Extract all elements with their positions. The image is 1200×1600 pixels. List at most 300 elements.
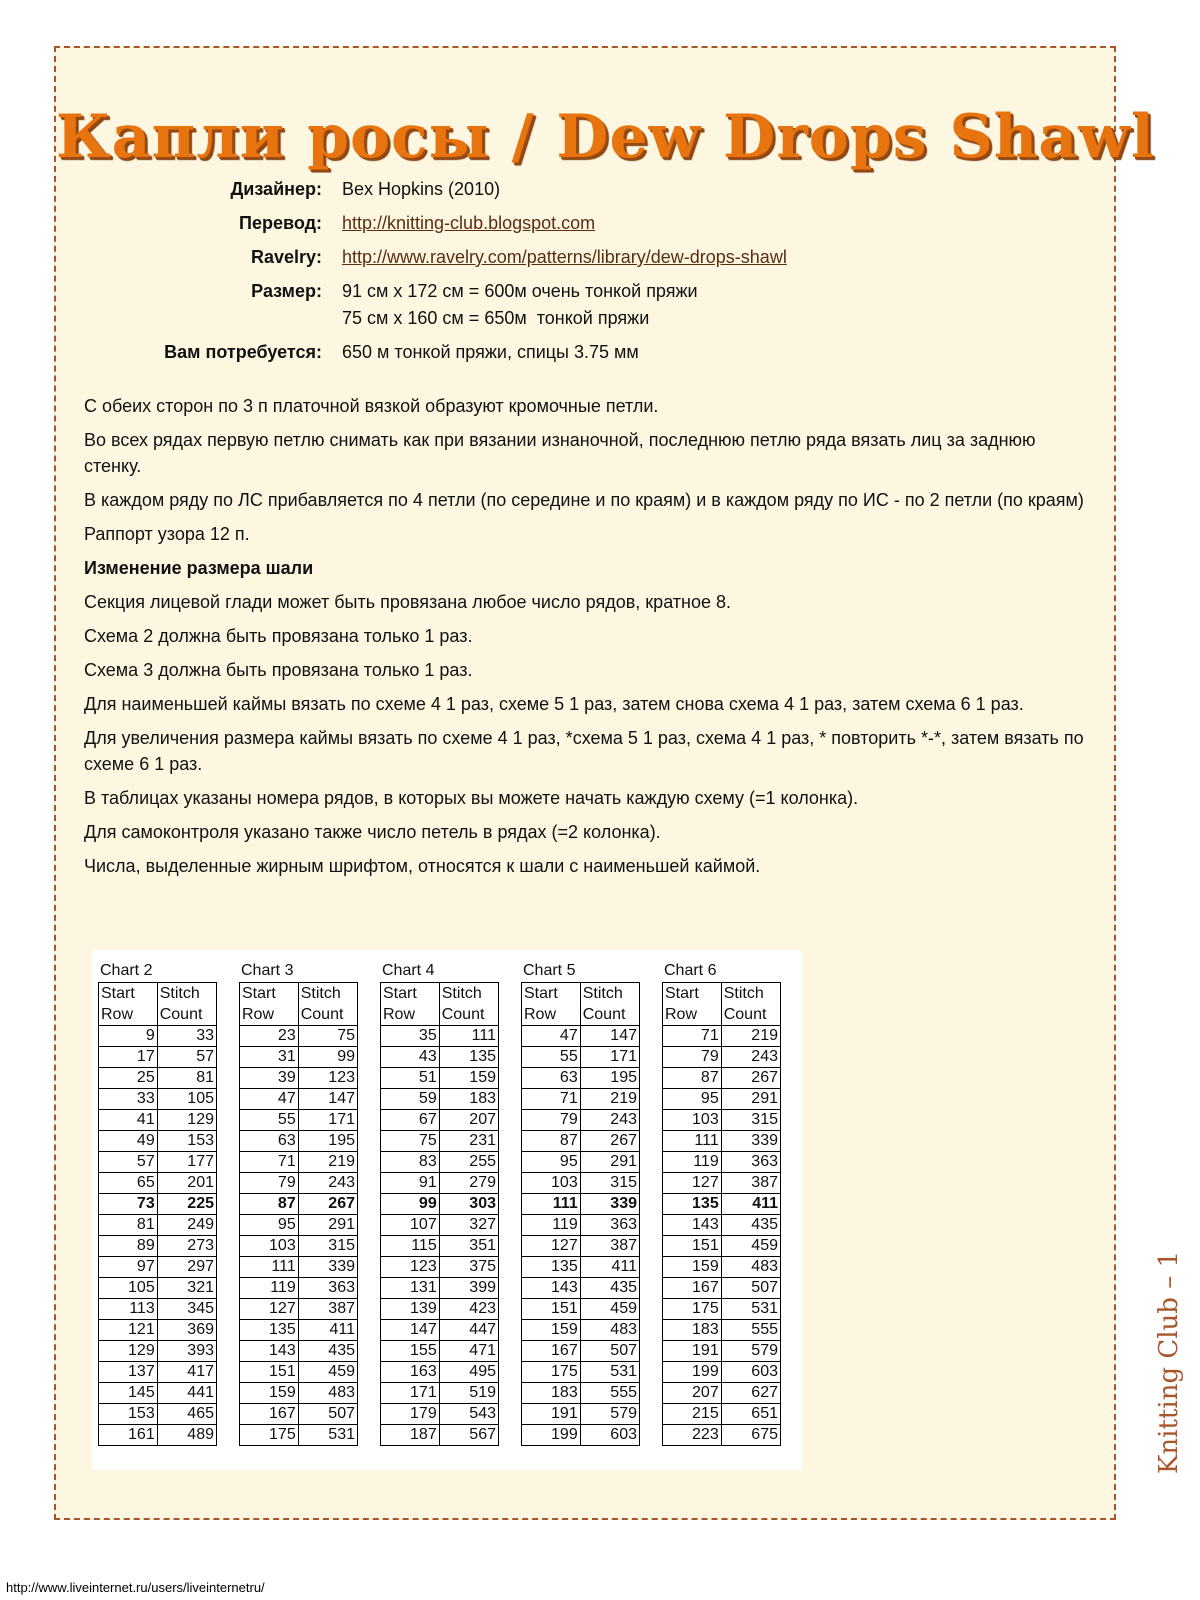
start-row-cell: 9 (99, 1026, 158, 1047)
start-row-cell: 107 (381, 1215, 440, 1236)
start-row-cell: 103 (522, 1173, 581, 1194)
size-line-2: 75 см х 160 см = 650м тонкой пряжи (342, 308, 650, 328)
chart-title: Chart 6 (664, 962, 717, 979)
stitch-count-cell: 363 (298, 1278, 357, 1299)
stitch-count-cell: 363 (721, 1152, 780, 1173)
start-row-cell: 95 (522, 1152, 581, 1173)
stitch-count-cell: 507 (580, 1341, 639, 1362)
start-row-cell: 183 (522, 1383, 581, 1404)
table-row (522, 1341, 640, 1362)
stitch-count-cell: 531 (721, 1299, 780, 1320)
start-row-cell: 167 (663, 1278, 722, 1299)
stitch-count-cell: 177 (157, 1152, 216, 1173)
stitch-count-cell: 441 (157, 1383, 216, 1404)
header-line: Count (159, 1006, 203, 1023)
rows-table (521, 982, 640, 1446)
start-row-cell: 91 (381, 1173, 440, 1194)
header-line: Row (242, 1006, 275, 1023)
table-row (522, 1362, 640, 1383)
stitch-count-cell: 651 (721, 1404, 780, 1425)
table-row (99, 1299, 217, 1320)
table-row (381, 1320, 499, 1341)
start-row-cell: 59 (381, 1089, 440, 1110)
start-row-cell: 135 (663, 1194, 722, 1215)
stitch-count-cell: 195 (580, 1068, 639, 1089)
header-line: Count (723, 1006, 767, 1023)
stitch-count-cell: 339 (721, 1131, 780, 1152)
start-row-header (240, 983, 299, 1026)
size-label: Размер: (251, 281, 322, 301)
stitch-count-cell: 183 (439, 1089, 498, 1110)
table-row (381, 1068, 499, 1089)
stitch-count-cell: 135 (439, 1047, 498, 1068)
table-row (99, 1215, 217, 1236)
page-frame (54, 46, 1155, 1520)
start-row-cell: 47 (240, 1089, 299, 1110)
table-row (381, 1257, 499, 1278)
translation-row (92, 210, 1052, 237)
start-row-cell: 159 (663, 1257, 722, 1278)
start-row-cell: 207 (663, 1383, 722, 1404)
stitch-count-cell: 231 (439, 1131, 498, 1152)
start-row-cell: 175 (522, 1362, 581, 1383)
start-row-cell: 111 (663, 1131, 722, 1152)
source-url[interactable]: http://www.liveinternet.ru/users/liveinternetru/ (6, 1580, 265, 1595)
stitch-count-cell: 471 (439, 1341, 498, 1362)
table-row (381, 1131, 499, 1152)
table-row (663, 1362, 781, 1383)
chart-title: Chart 5 (523, 962, 576, 979)
ravelry-row (92, 244, 1052, 271)
stitch-count-cell: 375 (439, 1257, 498, 1278)
table-row (99, 1425, 217, 1446)
materials-label: Вам потребуется: (164, 342, 322, 362)
stitch-count-cell: 243 (580, 1110, 639, 1131)
start-row-cell: 103 (663, 1110, 722, 1131)
table-row (240, 1215, 358, 1236)
start-row-cell: 159 (240, 1383, 299, 1404)
table-row (522, 1026, 640, 1047)
table-row (522, 1257, 640, 1278)
start-row-cell: 223 (663, 1425, 722, 1446)
stitch-count-cell: 207 (439, 1110, 498, 1131)
stitch-count-cell: 543 (439, 1404, 498, 1425)
stitch-count-cell: 345 (157, 1299, 216, 1320)
start-row-cell: 143 (240, 1341, 299, 1362)
table-row (663, 1047, 781, 1068)
stitch-count-cell: 315 (721, 1110, 780, 1131)
stitch-count-cell: 279 (439, 1173, 498, 1194)
paragraph: Схема 2 должна быть провязана только 1 раз. (84, 626, 473, 646)
stitch-count-cell: 531 (298, 1425, 357, 1446)
stitch-count-cell: 33 (157, 1026, 216, 1047)
table-row (522, 1278, 640, 1299)
start-row-cell: 65 (99, 1173, 158, 1194)
header-line: Stitch (582, 985, 623, 1002)
table-row (99, 1089, 217, 1110)
start-row-cell: 63 (522, 1068, 581, 1089)
start-row-cell: 151 (663, 1236, 722, 1257)
table-row (663, 1152, 781, 1173)
chart-tables (92, 950, 802, 1470)
stitch-count-cell: 291 (580, 1152, 639, 1173)
start-row-cell: 79 (663, 1047, 722, 1068)
stitch-count-cell: 171 (298, 1110, 357, 1131)
start-row-cell: 81 (99, 1215, 158, 1236)
stitch-count-cell: 531 (580, 1362, 639, 1383)
table-row (522, 1152, 640, 1173)
start-row-cell: 33 (99, 1089, 158, 1110)
start-row-cell: 89 (99, 1236, 158, 1257)
size-row (92, 278, 1052, 332)
stitch-count-cell: 483 (580, 1320, 639, 1341)
stitch-count-cell: 363 (580, 1215, 639, 1236)
stitch-count-cell: 249 (157, 1215, 216, 1236)
start-row-cell: 105 (99, 1278, 158, 1299)
stitch-count-header (298, 983, 357, 1026)
start-row-cell: 155 (381, 1341, 440, 1362)
ravelry-link[interactable]: http://www.ravelry.com/patterns/library/dew-drops-shawl (342, 247, 787, 267)
stitch-count-cell: 75 (298, 1026, 357, 1047)
stitch-count-cell: 171 (580, 1047, 639, 1068)
table-row (99, 1194, 217, 1215)
stitch-count-cell: 387 (580, 1236, 639, 1257)
start-row-cell: 95 (663, 1089, 722, 1110)
brand-footer: Knitting Club – 1 (1154, 1250, 1184, 1474)
start-row-cell: 47 (522, 1026, 581, 1047)
stitch-count-cell: 147 (580, 1026, 639, 1047)
start-row-header (522, 983, 581, 1026)
start-row-cell: 49 (99, 1131, 158, 1152)
stitch-count-cell: 351 (439, 1236, 498, 1257)
paragraph: В каждом ряду по ЛС прибавляется по 4 петли (по середине и по краям) и в каждом ряду по ИС - по 2 петли (по краям) (84, 490, 1084, 510)
start-row-cell: 35 (381, 1026, 440, 1047)
table-row (522, 1320, 640, 1341)
header-line: Row (665, 1006, 698, 1023)
size-line-1: 91 см х 172 см = 600м очень тонкой пряжи (342, 281, 698, 301)
start-row-cell: 127 (522, 1236, 581, 1257)
header-line: Start (524, 985, 558, 1002)
start-row-cell: 135 (240, 1320, 299, 1341)
paragraph: Для увеличения размера каймы вязать по схеме 4 1 раз, *схема 5 1 раз, схема 4 1 раз, * повторить *-*, затем вязать по схеме 6 1 раз. (84, 728, 1084, 774)
stitch-count-cell: 417 (157, 1362, 216, 1383)
table-row (663, 1089, 781, 1110)
start-row-cell: 51 (381, 1068, 440, 1089)
paragraph: Числа, выделенные жирным шрифтом, относятся к шали с наименьшей каймой. (84, 856, 761, 876)
rows-table (98, 982, 217, 1446)
table-row (99, 1236, 217, 1257)
table-row (381, 1047, 499, 1068)
header-line: Row (524, 1006, 557, 1023)
table-row (240, 1068, 358, 1089)
table-row (381, 1425, 499, 1446)
table-row (522, 1194, 640, 1215)
stitch-count-cell: 489 (157, 1425, 216, 1446)
table-row (381, 1278, 499, 1299)
paragraph: Во всех рядах первую петлю снимать как при вязании изнаночной, последнюю петлю ряда вязать лиц за заднюю стенку. (84, 430, 1036, 476)
header-line: Stitch (723, 985, 764, 1002)
start-row-cell: 119 (240, 1278, 299, 1299)
table-row (522, 1383, 640, 1404)
start-row-cell: 75 (381, 1131, 440, 1152)
table-row (663, 1425, 781, 1446)
start-row-cell: 199 (522, 1425, 581, 1446)
header-line: Stitch (300, 985, 341, 1002)
table-row (381, 1236, 499, 1257)
stitch-count-cell: 195 (298, 1131, 357, 1152)
start-row-header (663, 983, 722, 1026)
table-row (522, 1215, 640, 1236)
ravelry-label: Ravelry: (250, 247, 322, 267)
table-row (240, 1278, 358, 1299)
table-row (99, 1320, 217, 1341)
start-row-header (381, 983, 440, 1026)
pattern-info (92, 176, 1052, 373)
start-row-cell: 111 (240, 1257, 299, 1278)
start-row-cell: 215 (663, 1404, 722, 1425)
start-row-cell: 55 (522, 1047, 581, 1068)
stitch-count-cell: 297 (157, 1257, 216, 1278)
table-row (663, 1026, 781, 1047)
stitch-count-cell: 219 (580, 1089, 639, 1110)
designer-value: Bex Hopkins (2010) (342, 179, 501, 199)
start-row-cell: 113 (99, 1299, 158, 1320)
stitch-count-cell: 267 (721, 1068, 780, 1089)
start-row-cell: 79 (240, 1173, 299, 1194)
stitch-count-cell: 387 (721, 1173, 780, 1194)
start-row-cell: 167 (522, 1341, 581, 1362)
stitch-count-cell: 411 (298, 1320, 357, 1341)
start-row-cell: 57 (99, 1152, 158, 1173)
stitch-count-cell: 303 (439, 1194, 498, 1215)
start-row-cell: 129 (99, 1341, 158, 1362)
stitch-count-cell: 483 (298, 1383, 357, 1404)
stitch-count-cell: 675 (721, 1425, 780, 1446)
stitch-count-cell: 291 (721, 1089, 780, 1110)
materials-row (92, 339, 1052, 366)
table-row (522, 1089, 640, 1110)
table-row (663, 1383, 781, 1404)
start-row-cell: 41 (99, 1110, 158, 1131)
start-row-cell: 97 (99, 1257, 158, 1278)
header-line: Start (665, 985, 699, 1002)
stitch-count-cell: 243 (298, 1173, 357, 1194)
stitch-count-cell: 255 (439, 1152, 498, 1173)
table-row (99, 1152, 217, 1173)
stitch-count-cell: 579 (721, 1341, 780, 1362)
table-row (99, 1341, 217, 1362)
table-row (663, 1215, 781, 1236)
stitch-count-cell: 447 (439, 1320, 498, 1341)
header-line: Count (582, 1006, 626, 1023)
start-row-cell: 71 (522, 1089, 581, 1110)
start-row-cell: 139 (381, 1299, 440, 1320)
start-row-cell: 161 (99, 1425, 158, 1446)
table-row (240, 1425, 358, 1446)
stitch-count-header (157, 983, 216, 1026)
start-row-cell: 103 (240, 1236, 299, 1257)
table-row (522, 1110, 640, 1131)
table-row (99, 1257, 217, 1278)
stitch-count-cell: 315 (298, 1236, 357, 1257)
stitch-count-cell: 327 (439, 1215, 498, 1236)
stitch-count-cell: 459 (580, 1299, 639, 1320)
table-row (381, 1362, 499, 1383)
chart-table-2 (98, 960, 217, 1470)
start-row-cell: 159 (522, 1320, 581, 1341)
start-row-cell: 73 (99, 1194, 158, 1215)
start-row-cell: 67 (381, 1110, 440, 1131)
stitch-count-cell: 201 (157, 1173, 216, 1194)
stitch-count-header (439, 983, 498, 1026)
start-row-cell: 167 (240, 1404, 299, 1425)
table-row (522, 1047, 640, 1068)
table-row (522, 1068, 640, 1089)
stitch-count-cell: 603 (721, 1362, 780, 1383)
start-row-cell: 151 (240, 1362, 299, 1383)
table-row (663, 1194, 781, 1215)
paragraph: В таблицах указаны номера рядов, в которых вы можете начать каждую схему (=1 колонка). (84, 788, 859, 808)
start-row-cell: 187 (381, 1425, 440, 1446)
start-row-cell: 25 (99, 1068, 158, 1089)
table-row (240, 1047, 358, 1068)
table-row (240, 1110, 358, 1131)
table-row (381, 1110, 499, 1131)
header-line: Stitch (159, 985, 200, 1002)
paragraph: Секция лицевой глади может быть провязана любое число рядов, кратное 8. (84, 592, 732, 612)
start-row-cell: 119 (663, 1152, 722, 1173)
translation-label: Перевод: (239, 213, 322, 233)
start-row-cell: 151 (522, 1299, 581, 1320)
table-row (99, 1173, 217, 1194)
stitch-count-cell: 387 (298, 1299, 357, 1320)
paragraph: Схема 3 должна быть провязана только 1 раз. (84, 660, 473, 680)
stitch-count-cell: 579 (580, 1404, 639, 1425)
stitch-count-cell: 435 (580, 1278, 639, 1299)
stitch-count-cell: 243 (721, 1047, 780, 1068)
instructions (84, 393, 1084, 887)
stitch-count-cell: 219 (721, 1026, 780, 1047)
table-row (99, 1383, 217, 1404)
stitch-count-cell: 399 (439, 1278, 498, 1299)
start-row-header (99, 983, 158, 1026)
table-row (522, 1425, 640, 1446)
table-row (381, 1152, 499, 1173)
table-row (240, 1026, 358, 1047)
chart-title: Chart 2 (100, 962, 153, 979)
stitch-count-cell: 159 (439, 1068, 498, 1089)
start-row-cell: 121 (99, 1320, 158, 1341)
table-row (381, 1383, 499, 1404)
stitch-count-cell: 519 (439, 1383, 498, 1404)
start-row-cell: 95 (240, 1215, 299, 1236)
table-row (522, 1236, 640, 1257)
stitch-count-cell: 411 (580, 1257, 639, 1278)
table-row (663, 1299, 781, 1320)
start-row-cell: 39 (240, 1068, 299, 1089)
stitch-count-cell: 435 (298, 1341, 357, 1362)
stitch-count-cell: 111 (439, 1026, 498, 1047)
stitch-count-cell: 483 (721, 1257, 780, 1278)
stitch-count-cell: 507 (721, 1278, 780, 1299)
paragraph: Для самоконтроля указано также число петель в рядах (=2 колонка). (84, 822, 661, 842)
table-row (99, 1362, 217, 1383)
start-row-cell: 143 (663, 1215, 722, 1236)
start-row-cell: 163 (381, 1362, 440, 1383)
stitch-count-cell: 555 (580, 1383, 639, 1404)
start-row-cell: 131 (381, 1278, 440, 1299)
table-row (663, 1173, 781, 1194)
stitch-count-cell: 465 (157, 1404, 216, 1425)
stitch-count-cell: 147 (298, 1089, 357, 1110)
start-row-cell: 83 (381, 1152, 440, 1173)
page-title: Капли росы / Dew Drops Shawl (56, 102, 1155, 172)
start-row-cell: 31 (240, 1047, 299, 1068)
table-row (240, 1320, 358, 1341)
table-row (240, 1089, 358, 1110)
start-row-cell: 199 (663, 1362, 722, 1383)
start-row-cell: 143 (522, 1278, 581, 1299)
start-row-cell: 171 (381, 1383, 440, 1404)
stitch-count-cell: 123 (298, 1068, 357, 1089)
start-row-cell: 87 (522, 1131, 581, 1152)
translation-link[interactable]: http://knitting-club.blogspot.com (342, 213, 596, 233)
rows-table (239, 982, 358, 1446)
table-row (240, 1194, 358, 1215)
start-row-cell: 87 (240, 1194, 299, 1215)
table-row (240, 1257, 358, 1278)
table-row (99, 1068, 217, 1089)
start-row-cell: 183 (663, 1320, 722, 1341)
stitch-count-cell: 459 (298, 1362, 357, 1383)
chart-table-3 (239, 960, 358, 1470)
start-row-cell: 127 (663, 1173, 722, 1194)
table-row (381, 1173, 499, 1194)
table-row (663, 1131, 781, 1152)
table-row (381, 1026, 499, 1047)
start-row-cell: 191 (663, 1341, 722, 1362)
stitch-count-cell: 435 (721, 1215, 780, 1236)
rows-table (380, 982, 499, 1446)
start-row-cell: 79 (522, 1110, 581, 1131)
table-row (663, 1110, 781, 1131)
start-row-cell: 153 (99, 1404, 158, 1425)
chart-table-6 (662, 960, 781, 1470)
table-row (663, 1068, 781, 1089)
table-row (663, 1257, 781, 1278)
table-row (381, 1341, 499, 1362)
paragraph: Для наименьшей каймы вязать по схеме 4 1 раз, схеме 5 1 раз, затем снова схема 4 1 раз, затем схема 6 1 раз. (84, 694, 1024, 714)
start-row-cell: 43 (381, 1047, 440, 1068)
paragraph: Раппорт узора 12 п. (84, 524, 250, 544)
chart-title: Chart 4 (382, 962, 435, 979)
header-line: Row (101, 1006, 134, 1023)
table-row (522, 1404, 640, 1425)
stitch-count-cell: 339 (298, 1257, 357, 1278)
table-row (381, 1089, 499, 1110)
table-row (522, 1299, 640, 1320)
start-row-cell: 135 (522, 1257, 581, 1278)
table-row (99, 1278, 217, 1299)
start-row-cell: 71 (240, 1152, 299, 1173)
start-row-cell: 55 (240, 1110, 299, 1131)
table-row (663, 1404, 781, 1425)
header-line: Start (383, 985, 417, 1002)
start-row-cell: 99 (381, 1194, 440, 1215)
table-row (240, 1383, 358, 1404)
start-row-cell: 17 (99, 1047, 158, 1068)
stitch-count-cell: 459 (721, 1236, 780, 1257)
